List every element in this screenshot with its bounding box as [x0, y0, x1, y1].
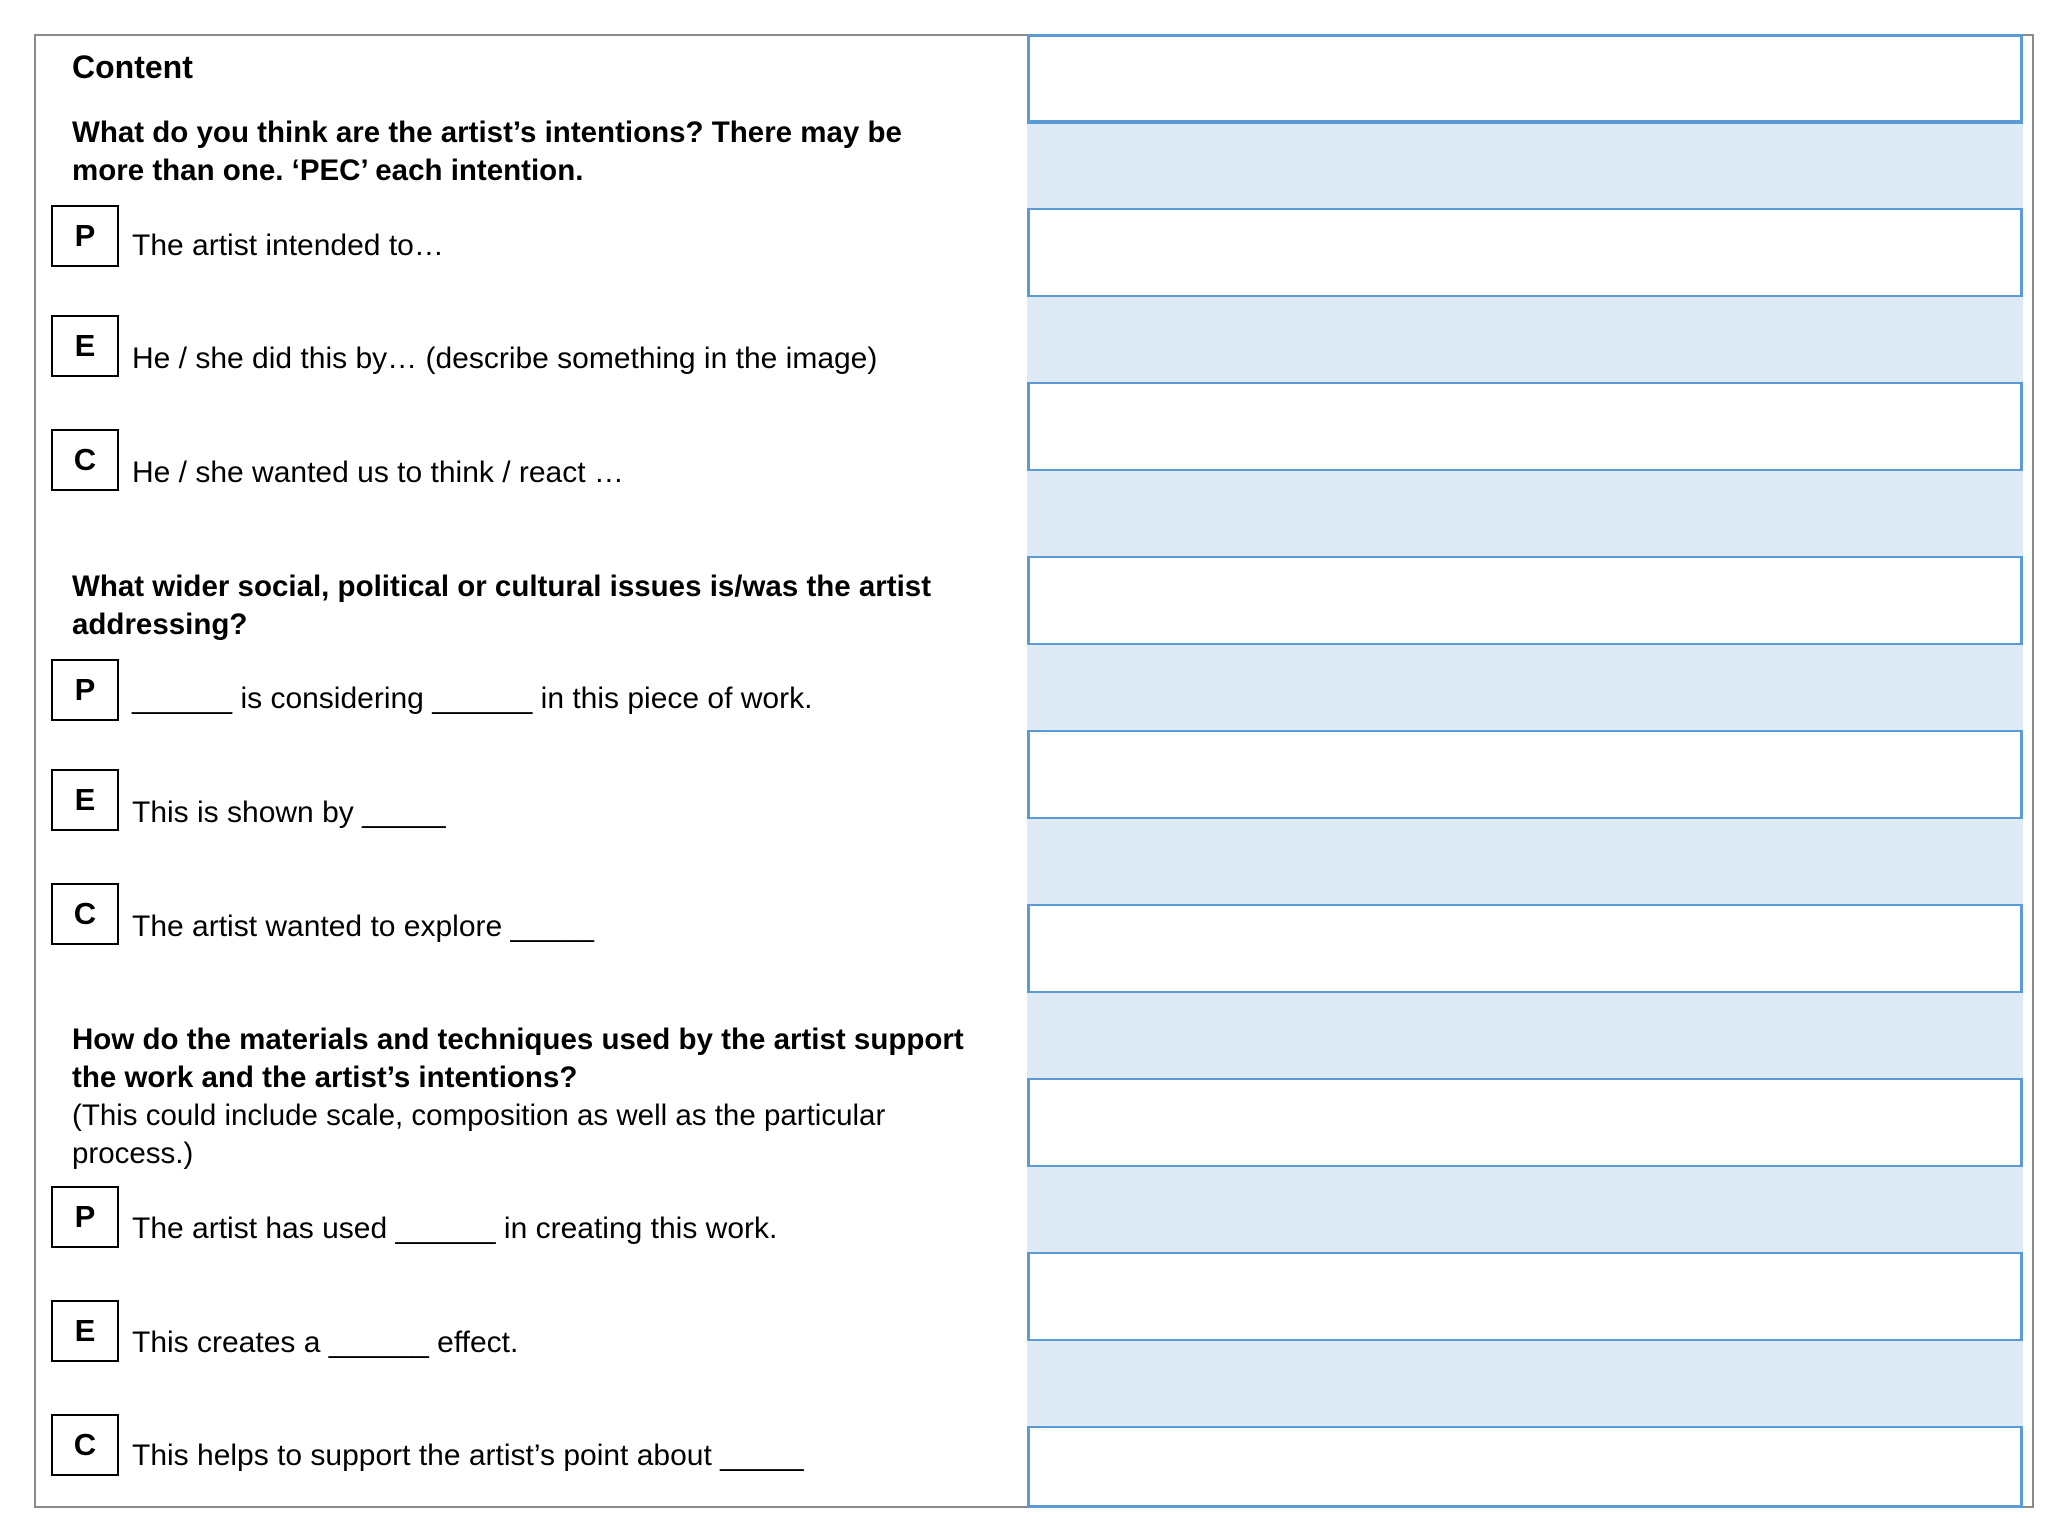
- pec-letter-box: P: [51, 205, 119, 267]
- answer-line[interactable]: [1027, 1165, 2023, 1252]
- pec-letter-box: C: [51, 883, 119, 945]
- pec-prompt: This helps to support the artist’s point about _____: [132, 1439, 804, 1472]
- question-3-note-line-2: process.): [72, 1137, 194, 1170]
- pec-letter-box: E: [51, 315, 119, 377]
- answer-line[interactable]: [1027, 556, 2023, 643]
- pec-prompt: The artist wanted to explore _____: [132, 910, 594, 943]
- question-2-heading-line-2: addressing?: [72, 608, 248, 641]
- question-1-heading-line-1: What do you think are the artist’s intentions? There may be: [72, 116, 902, 149]
- pec-prompt: The artist has used ______ in creating this work.: [132, 1212, 778, 1245]
- answer-line[interactable]: [1027, 120, 2023, 208]
- answer-line[interactable]: [1027, 817, 2023, 904]
- answer-line[interactable]: [1027, 208, 2023, 295]
- pec-prompt: ______ is considering ______ in this piece of work.: [132, 682, 813, 715]
- pec-prompt: This is shown by _____: [132, 796, 446, 829]
- question-1-heading-line-2: more than one. ‘PEC’ each intention.: [72, 154, 584, 187]
- answer-line[interactable]: [1027, 1078, 2023, 1165]
- answer-line[interactable]: [1027, 991, 2023, 1078]
- question-3-heading-line-2: the work and the artist’s intentions?: [72, 1061, 578, 1094]
- pec-letter-box: C: [51, 429, 119, 491]
- answer-line[interactable]: [1027, 730, 2023, 817]
- pec-prompt: He / she wanted us to think / react …: [132, 456, 624, 489]
- pec-letter-box: C: [51, 1414, 119, 1476]
- pec-letter-box: E: [51, 1300, 119, 1362]
- pec-prompt: This creates a ______ effect.: [132, 1326, 519, 1359]
- answer-line[interactable]: [1027, 1339, 2023, 1426]
- section-title: Content: [72, 49, 193, 85]
- pec-prompt: He / she did this by… (describe something in the image): [132, 342, 878, 375]
- answer-line[interactable]: [1027, 295, 2023, 382]
- question-3-note-line-1: (This could include scale, composition as well as the particular: [72, 1099, 886, 1132]
- pec-letter-box: P: [51, 659, 119, 721]
- pec-letter-box: P: [51, 1186, 119, 1248]
- answer-line[interactable]: [1027, 904, 2023, 991]
- answer-line[interactable]: [1027, 643, 2023, 730]
- question-3-heading-line-1: How do the materials and techniques used by the artist support: [72, 1023, 964, 1056]
- answer-line[interactable]: [1027, 1252, 2023, 1339]
- answer-line[interactable]: [1027, 382, 2023, 469]
- pec-prompt: The artist intended to…: [132, 229, 444, 262]
- question-2-heading-line-1: What wider social, political or cultural issues is/was the artist: [72, 570, 932, 603]
- answer-line[interactable]: [1027, 469, 2023, 556]
- pec-letter-box: E: [51, 769, 119, 831]
- answer-line[interactable]: [1027, 1426, 2023, 1505]
